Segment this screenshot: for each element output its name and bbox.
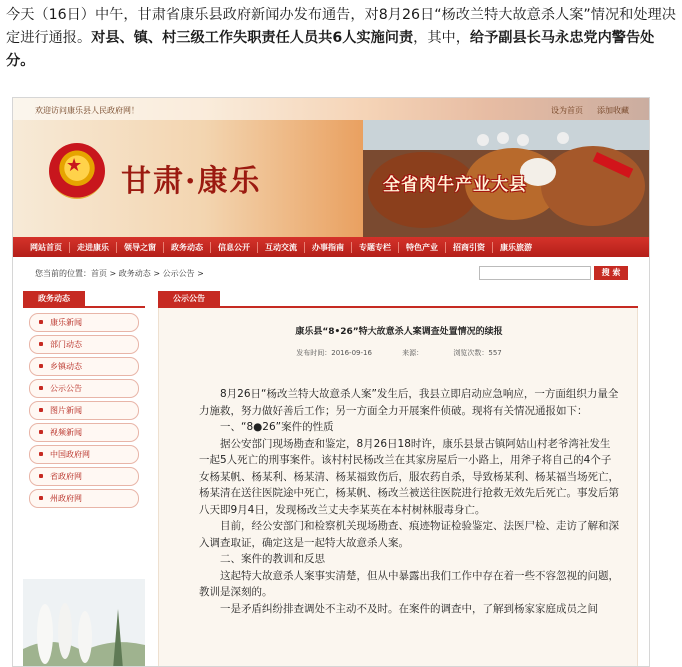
welcome-text: 欢迎访问康乐县人民政府网！ bbox=[35, 106, 139, 115]
nav-gov-news[interactable]: 政务动态 bbox=[164, 242, 211, 253]
site-banner bbox=[13, 98, 650, 237]
sidebar-item-township-news[interactable]: 乡镇动态 bbox=[29, 357, 139, 376]
site-title: 甘肃·康乐 bbox=[121, 164, 262, 199]
section-heading: 一、“8●26”案件的性质 bbox=[220, 421, 334, 433]
sidebar-heading: 政务动态 bbox=[23, 291, 85, 307]
sidebar-divider bbox=[23, 306, 145, 308]
section-heading: 二、案件的教训和反思 bbox=[220, 553, 325, 565]
nav-service-guide[interactable]: 办事指南 bbox=[305, 242, 352, 253]
paragraph: 目前，经公安部门和检察机关现场勘查、痕迹物证检验鉴定、法医尸检、走访了解和深入调查取证，确定这是一起特大故意杀人案。 bbox=[199, 520, 619, 549]
set-homepage-link[interactable]: 设为首页 bbox=[551, 106, 583, 115]
intro-text: 今天（16日）中午，甘肃省康乐县政府新闻办发布通告，对8月26日“杨改兰特大故意杀人案”情况和处理决定进行通报。 bbox=[6, 7, 676, 46]
search-button[interactable]: 搜 索 bbox=[594, 266, 628, 280]
nav-home[interactable]: 网站首页 bbox=[23, 242, 70, 253]
paragraph: 据公安部门现场勘查和鉴定，8月26日18时许，康乐县景古镇阿姑山村老爷湾社发生一起5人死亡的刑事案件。该村村民杨改兰在其家房屋后一小路上，用斧子将自己的4个子女杨某帆、杨某利、杨某清、杨某福致伤后，服农药自杀，导致杨某利、杨某福当场死亡，杨某清在送往医院途中死亡，杨某帆、杨改兰被送往医院进行抢救无效先后死亡。事发后第八天即9月4日，发现杨改兰丈夫李某英在本村树林服毒身亡。 bbox=[199, 437, 619, 516]
nav-leaders[interactable]: 领导之窗 bbox=[117, 242, 164, 253]
intro-bold-warning: 给予副县长马永忠党内警告处分。 bbox=[6, 30, 655, 69]
statue-photo bbox=[23, 579, 145, 667]
national-emblem-icon: ★ bbox=[49, 143, 105, 199]
sidebar-item-department-news[interactable]: 部门动态 bbox=[29, 335, 139, 354]
paragraph: 一是矛盾纠纷排查调处不主动不及时。在案件的调查中，了解到杨家家庭成员之间 bbox=[220, 602, 598, 615]
add-favorite-link[interactable]: 添加收藏 bbox=[597, 106, 629, 115]
top-bar bbox=[13, 98, 650, 120]
doc-body bbox=[199, 386, 619, 617]
sidebar bbox=[23, 291, 145, 651]
article-panel bbox=[158, 308, 638, 667]
paragraph: 这起特大故意杀人案事实清楚，但从中暴露出我们工作中存在着一些不容忽视的问题，教训是深刻的。 bbox=[199, 569, 619, 598]
nav-topics[interactable]: 专题专栏 bbox=[352, 242, 399, 253]
paragraph: 8月26日“杨改兰特大故意杀人案”发生后，我县立即启动应急响应，一方面组织力量全力施救，努力做好善后工作；另一方面全力开展案件侦破。现将有关情况通报如下： bbox=[199, 388, 619, 417]
intro-text-mid: ，其中， bbox=[413, 30, 470, 46]
breadcrumb-bar bbox=[13, 262, 650, 284]
nav-tourism[interactable]: 康乐旅游 bbox=[500, 242, 532, 252]
doc-meta bbox=[159, 348, 639, 358]
breadcrumb[interactable]: 您当前的位置：首页 > 政务动态 > 公示公告 > bbox=[35, 269, 204, 278]
nav-investment[interactable]: 招商引资 bbox=[446, 242, 493, 253]
sidebar-item-photo-news[interactable]: 图片新闻 bbox=[29, 401, 139, 420]
sidebar-item-kangle-news[interactable]: 康乐新闻 bbox=[29, 313, 139, 332]
doc-title: 康乐县“8•26”特大故意杀人案调查处置情况的续报 bbox=[295, 327, 503, 337]
main-nav bbox=[13, 237, 650, 257]
sidebar-item-video-news[interactable]: 视频新闻 bbox=[29, 423, 139, 442]
main-heading: 公示公告 bbox=[158, 291, 220, 307]
nav-industry[interactable]: 特色产业 bbox=[399, 242, 446, 253]
nav-about-kangle[interactable]: 走进康乐 bbox=[70, 242, 117, 253]
sidebar-item-province-gov[interactable]: 省政府网 bbox=[29, 467, 139, 486]
publish-time: 发布时间：2016-09-16 bbox=[296, 349, 372, 357]
sidebar-list bbox=[29, 313, 139, 511]
top-links bbox=[551, 105, 629, 116]
sidebar-item-china-gov[interactable]: 中国政府网 bbox=[29, 445, 139, 464]
nav-interaction[interactable]: 互动交流 bbox=[258, 242, 305, 253]
main-content bbox=[158, 291, 638, 667]
sidebar-item-announcements[interactable]: 公示公告 bbox=[29, 379, 139, 398]
article-intro bbox=[6, 4, 678, 73]
source: 来源： bbox=[402, 349, 424, 357]
government-site-screenshot bbox=[12, 97, 650, 667]
view-count: 浏览次数：557 bbox=[453, 349, 502, 357]
sidebar-item-prefecture-gov[interactable]: 州政府网 bbox=[29, 489, 139, 508]
intro-bold-accountability: 对县、镇、村三级工作失职责任人员共6人实施问责 bbox=[91, 30, 414, 46]
search-input[interactable] bbox=[479, 266, 591, 280]
nav-info-disclosure[interactable]: 信息公开 bbox=[211, 242, 258, 253]
banner-slogan: 全省肉牛产业大县 bbox=[383, 175, 527, 195]
